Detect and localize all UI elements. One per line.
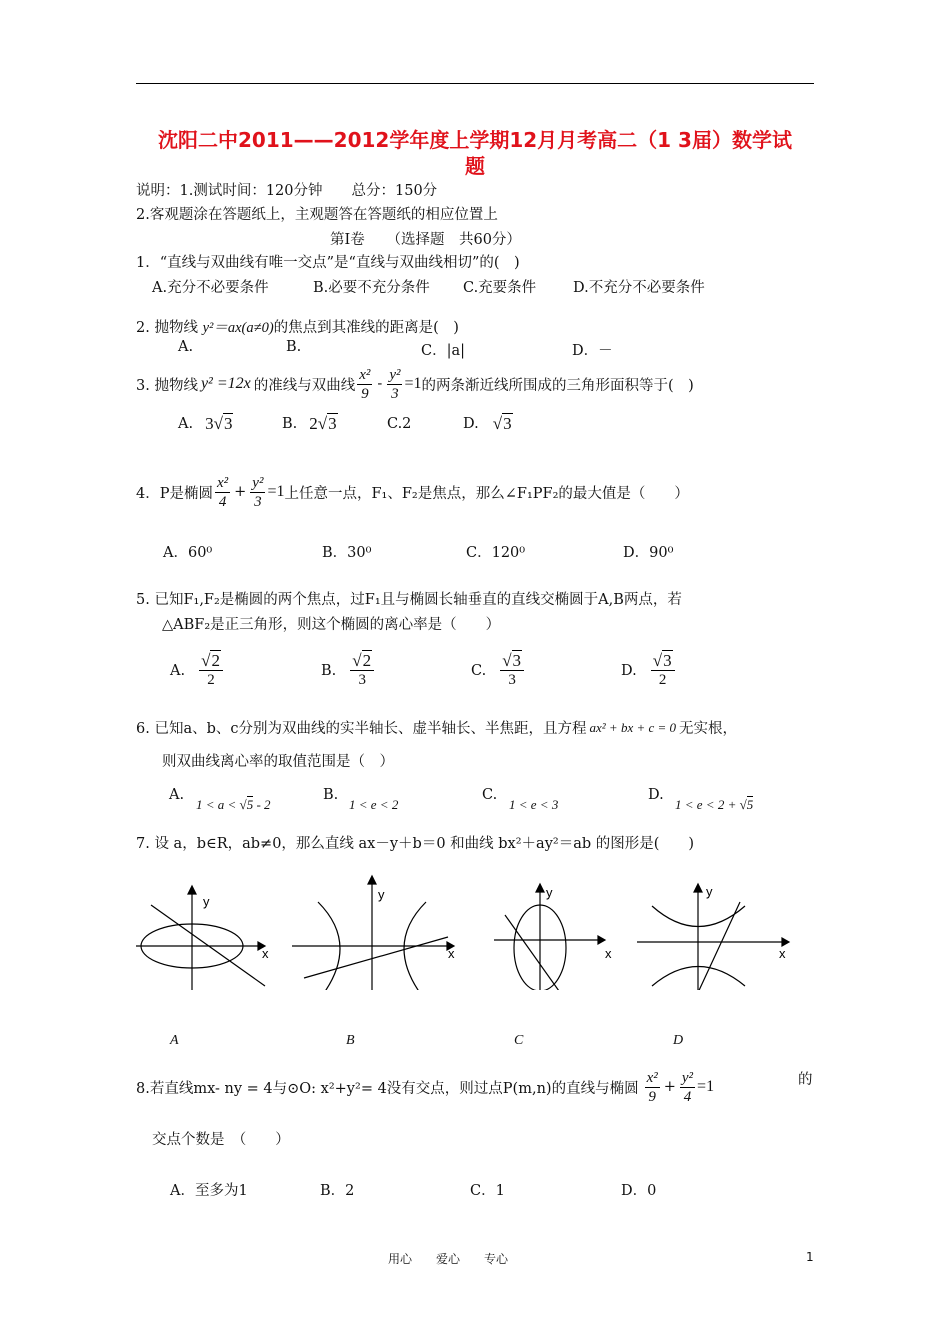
q5-option-c-den: 3: [508, 672, 516, 688]
q4-frac-x-den: 4: [218, 493, 227, 510]
q5-option-c-frac: [500, 652, 524, 689]
q3-option-b: [282, 414, 338, 434]
q3-mid: 的准线与双曲线: [253, 377, 356, 394]
q7-graph-d-x-label: x: [779, 946, 786, 961]
q6-option-a-label: A.: [169, 787, 185, 803]
q4-post: 上任意一点，F₁、F₂是焦点，那么∠F₁PF₂的最大值是（ ）: [284, 485, 689, 502]
q5-option-b-frac: [350, 652, 374, 689]
q7-graph-b-y-label: y: [378, 887, 385, 902]
q3-frac-y: [387, 366, 402, 403]
q3-option-b-label: B.: [282, 416, 298, 432]
q7-graph-d-y-label: y: [706, 884, 713, 899]
q8-frac-y-den: 4: [683, 1088, 692, 1105]
q8-frac-x-num: x²: [646, 1069, 658, 1086]
q3-eq-tail: =1: [404, 375, 422, 392]
q3-option-a: [178, 414, 233, 434]
q7-graph-a: [136, 886, 265, 990]
q8-line1: [136, 1064, 714, 1110]
q6-option-d-expr: 1 < e < 2 + √5: [675, 797, 754, 812]
q4-frac-x-num: x²: [216, 474, 229, 491]
q3-option-b-value: 2√3: [309, 414, 337, 433]
q1-option-a: A.充分不必要条件: [152, 280, 269, 296]
q7-graph-a-y-label: y: [203, 894, 210, 909]
q8-frac-y-num: y²: [681, 1069, 694, 1086]
q7-graph-b-y-arrow: [368, 876, 376, 884]
q6-option-a-expr: 1 < a < √5 - 2: [196, 797, 271, 812]
q3-option-b-rad: 3: [328, 414, 337, 433]
q7-caption-a: A: [170, 1033, 179, 1048]
q7-graph-d: [637, 884, 789, 990]
q5-option-c-rad: 3: [512, 651, 522, 670]
q3-option-a-rad: 3: [223, 414, 233, 433]
header-rule: [136, 83, 814, 84]
q7-graph-d-x-arrow: [782, 938, 789, 946]
q3-minus: -: [377, 376, 383, 392]
q3-frac-y-den: 3: [391, 385, 399, 402]
q7-graph-a-y-arrow: [188, 886, 196, 894]
q2-stem-pre: 2. 抛物线: [136, 320, 203, 336]
q7-stem: 7. 设 a，b∈R，ab≠0，那么直线 ax－y＋b＝0 和曲线 bx²＋ay²＝ab 的图形是( ): [136, 836, 695, 852]
q6-equation: ax² + bx + c = 0: [589, 719, 677, 735]
q7-graph-d-y-arrow: [694, 884, 702, 892]
q3-frac-x-den: 9: [361, 385, 369, 402]
q3-stem: [136, 361, 694, 407]
q4-option-c: C．120⁰: [466, 545, 526, 561]
q2-option-d: D．－: [572, 343, 613, 359]
q8-line1-pre: 8.若直线mx- ny = 4与⊙O: x²+y²= 4没有交点，则过点P(m,n)的直线与椭圆: [136, 1080, 639, 1097]
q8-frac-x-den: 9: [648, 1088, 656, 1105]
q6-line1-post: 无实根，: [679, 721, 738, 737]
q7-caption-b: B: [346, 1033, 355, 1048]
q5-option-b: [321, 652, 376, 689]
q5-option-a-den: 2: [207, 672, 215, 688]
q7-graph-b-x-label: x: [448, 946, 455, 961]
instructions-line1: 说明：1.测试时间：120分钟 总分：150分: [136, 183, 438, 199]
q3-option-a-value: 3√3: [205, 414, 233, 433]
q8-line1-post: 的: [798, 1072, 813, 1088]
q7-graph-a-x-label: x: [262, 946, 269, 961]
q5-option-a-rad: 2: [211, 651, 220, 670]
q7-graph-c-x-label: x: [605, 946, 612, 961]
q7-graph-c-line: [505, 915, 559, 990]
instructions-line2: 2.客观题涂在答题纸上，主观题答在答题纸的相应位置上: [136, 207, 498, 223]
q7-graphs: [0, 870, 950, 990]
q5-option-b-label: B.: [321, 662, 337, 679]
exam-title-line1: 沈阳二中2011——2012学年度上学期12月月考高二（1 3届）数学试: [158, 128, 792, 152]
q5-option-d-frac: [651, 652, 675, 689]
q5-option-a-frac: [199, 652, 223, 689]
q1-option-c: C.充要条件: [463, 280, 537, 296]
q5-option-c-num: √3: [500, 652, 524, 671]
q4-frac-x: [215, 474, 230, 511]
q5-option-a: [170, 652, 225, 689]
q6-option-a-rad: 5: [246, 797, 254, 812]
q8-frac-y: [680, 1069, 695, 1106]
q7-graph-b: [292, 876, 454, 990]
q3-frac-x-num: x²: [359, 366, 371, 383]
q7-graph-c-y-arrow: [536, 884, 544, 892]
q3-option-a-coef: 3: [205, 414, 214, 433]
q6-line1-pre: 6. 已知a、b、c分别为双曲线的实半轴长、虚半轴长、半焦距，且方程: [136, 721, 587, 737]
q6-option-c-label: C.: [482, 787, 498, 803]
q5-option-b-den: 3: [358, 672, 366, 688]
q4-option-a: A．60⁰: [163, 545, 213, 561]
q8-option-d: D．0: [621, 1183, 657, 1199]
q5-option-a-label: A.: [170, 662, 186, 679]
q4-frac-y-num: y²: [252, 474, 264, 491]
q5-option-b-num: √2: [350, 652, 374, 671]
q4-stem: [136, 469, 689, 515]
q3-option-d: [463, 414, 513, 434]
q5-option-d-den: 2: [658, 672, 667, 688]
q6-option-c-expr: 1 < e < 3: [509, 797, 559, 812]
q2-option-c: C．|a|: [421, 343, 466, 359]
q6-option-b-expr: 1 < e < 2: [349, 797, 399, 812]
q6-option-d-expr-pre: 1 < e < 2 +: [675, 797, 740, 812]
q7-graph-c-y-label: y: [546, 885, 553, 900]
q8-option-b: B．2: [320, 1183, 355, 1199]
q5-option-c-label: C.: [471, 662, 487, 679]
q7-graph-c-x-arrow: [598, 936, 605, 944]
q3-option-d-rad: 3: [503, 414, 512, 433]
q7-graph-b-line: [304, 937, 448, 978]
q5-option-d: [621, 652, 677, 689]
page-number: 1: [806, 1250, 814, 1264]
q3-parabola-eq: y² =12x: [200, 375, 251, 392]
q6-option-b-label: B.: [323, 787, 339, 803]
q5-option-d-label: D.: [621, 662, 637, 679]
q4-plus: +: [234, 484, 247, 500]
q5-line1: 5. 已知F₁,F₂是椭圆的两个焦点，过F₁且与椭圆长轴垂直的直线交椭圆于A,B两点，若: [136, 592, 682, 608]
q2-stem: [136, 316, 459, 337]
q4-option-d: D．90⁰: [623, 545, 674, 561]
q8-frac-x: [645, 1069, 660, 1106]
q5-line2: △ABF₂是正三角形，则这个椭圆的离心率是（ ）: [162, 617, 501, 633]
q2-stem-post: 的焦点到其准线的距离是( ): [273, 320, 459, 336]
q8-eq-tail: =1: [697, 1078, 715, 1095]
q3-option-d-value: √3: [492, 414, 512, 433]
q4-pre: 4．P是椭圆: [136, 485, 213, 502]
q1-stem: 1．“直线与双曲线有唯一交点”是“直线与双曲线相切”的( ): [136, 255, 520, 271]
q3-frac-x: [357, 366, 372, 403]
q7-caption-d: D: [673, 1033, 684, 1048]
q3-option-c: C.2: [387, 416, 412, 432]
q3-option-a-label: A.: [178, 416, 194, 432]
q6-option-d-rad: 5: [746, 797, 754, 812]
exam-title-line2: 题: [465, 154, 485, 178]
q6-line1: [136, 717, 737, 738]
q3-frac-y-num: y²: [389, 366, 401, 383]
q8-line2: 交点个数是 （ ）: [152, 1132, 290, 1148]
q3-option-d-label: D.: [463, 416, 479, 432]
q6-line2: 则双曲线离心率的取值范围是（ ）: [162, 754, 394, 770]
q7-caption-c: C: [514, 1033, 524, 1048]
footer-slogan: 用心 爱心 专心: [388, 1252, 509, 1266]
section-heading: 第Ⅰ卷 （选择题 共60分）: [330, 232, 521, 248]
q8-plus: +: [663, 1079, 676, 1095]
q1-option-b: B.必要不充分条件: [313, 280, 430, 296]
q4-eq-tail: =1: [267, 483, 285, 500]
q2-stem-math: y²＝ax(a≠0): [202, 320, 274, 336]
q4-frac-y: [250, 474, 265, 511]
q2-option-b: B.: [286, 339, 302, 355]
q6-option-a-expr-post: - 2: [253, 797, 271, 812]
q8-option-a: A．至多为1: [170, 1183, 248, 1199]
q8-option-c: C．1: [470, 1183, 505, 1199]
q5-option-d-num: √3: [651, 652, 675, 671]
q3-post: 的两条渐近线所围成的三角形面积等于( ): [421, 377, 694, 394]
q5-option-d-rad: 3: [663, 651, 672, 670]
q4-option-b: B．30⁰: [322, 545, 372, 561]
q5-option-c: [471, 652, 526, 689]
q5-option-a-num: √2: [199, 652, 223, 671]
q3-pre: 3. 抛物线: [136, 377, 198, 394]
q4-frac-y-den: 3: [254, 493, 262, 510]
q1-option-d: D.不充分不必要条件: [573, 280, 705, 296]
q6-option-a-expr-pre: 1 < a <: [196, 797, 240, 812]
q2-option-a: A.: [178, 339, 194, 355]
q5-option-b-rad: 2: [362, 651, 372, 670]
q6-option-d-label: D.: [648, 787, 664, 803]
q3-option-b-coef: 2: [309, 414, 318, 433]
